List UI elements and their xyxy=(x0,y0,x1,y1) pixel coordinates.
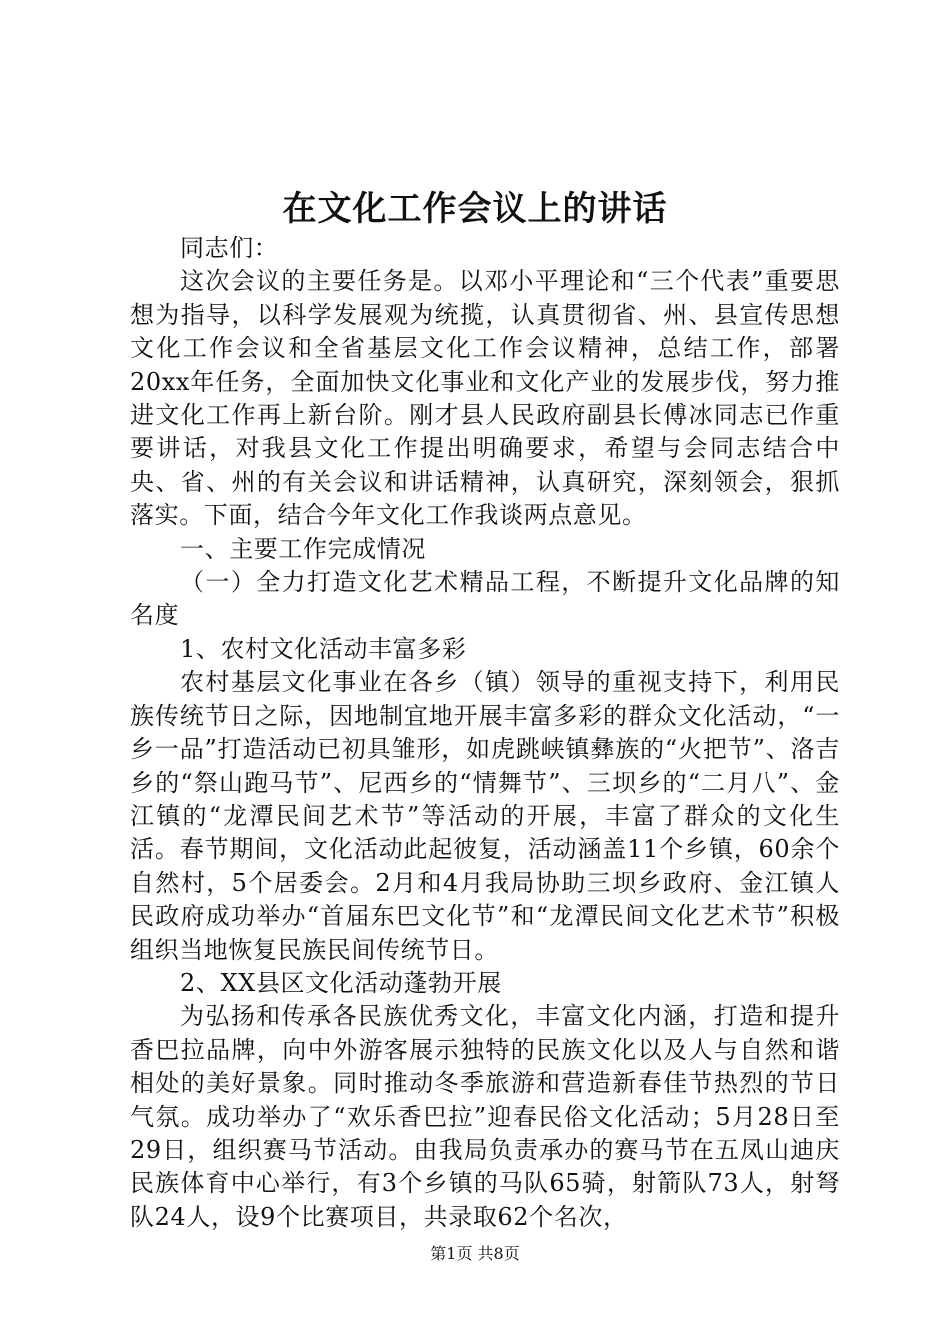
paragraph-rural-culture: 农村基层文化事业在各乡（镇）领导的重视支持下，利用民族传统节日之际，因地制宜地开展丰富多彩的群众文化活动，“一乡一品”打造活动已初具雏形，如虎跳峡镇彝族的“火把节”、洛吉乡的“祭山跑马节”、尼西乡的“情舞节”、三坝乡的“二月八”、金江镇的“龙潭民间艺术节”等活动的开展，丰富了群众的文化生活。春节期间，文化活动此起彼复，活动涵盖11个乡镇，60余个自然村，5个居委会。2月和4月我局协助三坝乡政府、金江镇人民政府成功举办“首届东巴文化节”和“龙潭民间文化艺术节”积极组织当地恢复民族民间传统节日。 xyxy=(130,668,840,964)
item-heading-1: 1、农村文化活动丰富多彩 xyxy=(180,634,467,663)
paragraph-county-culture: 为弘扬和传承各民族优秀文化，丰富文化内涵，打造和提升香巴拉品牌，向中外游客展示独特的民族文化以及人与自然和谐相处的美好景象。同时推动冬季旅游和营造新春佳节热烈的节日气氛。成功举办了“欢乐香巴拉”迎春民俗文化活动；5月28日至29日，组织赛马节活动。由我局负责承办的赛马节在五凤山迪庆民族体育中心举行，有3个乡镇的马队65骑，射箭队73人，射弩队24人，设9个比赛项目，共录取62个名次， xyxy=(130,1002,840,1231)
document-title: 在文化工作会议上的讲话 xyxy=(282,189,668,229)
salutation: 同志们： xyxy=(180,234,279,262)
paragraph-intro: 这次会议的主要任务是。以邓小平理论和“三个代表”重要思想为指导，以科学发展观为统揽，认真贯彻省、州、县宣传思想文化工作会议和全省基层文化工作会议精神，总结工作，部署20xx年任务，全面加快文化事业和文化产业的发展步伐，努力推进文化工作再上新台阶。刚才县人民政府副县长傅冰同志已作重要讲话，对我县文化工作提出明确要求，希望与会同志结合中央、省、州的有关会议和讲话精神，认真研究，深刻领会，狠抓落实。下面，结合今年文化工作我谈两点意见。 xyxy=(130,267,840,530)
document-body xyxy=(130,232,840,1234)
section-heading-1: 一、主要工作完成情况 xyxy=(180,534,426,563)
page-footer: 第1页 共8页 xyxy=(430,1244,520,1263)
subsection-heading-1: （一）全力打造文化艺术精品工程，不断提升文化品牌的知名度 xyxy=(130,568,840,630)
item-heading-2: 2、XX县区文化活动蓬勃开展 xyxy=(180,968,502,997)
